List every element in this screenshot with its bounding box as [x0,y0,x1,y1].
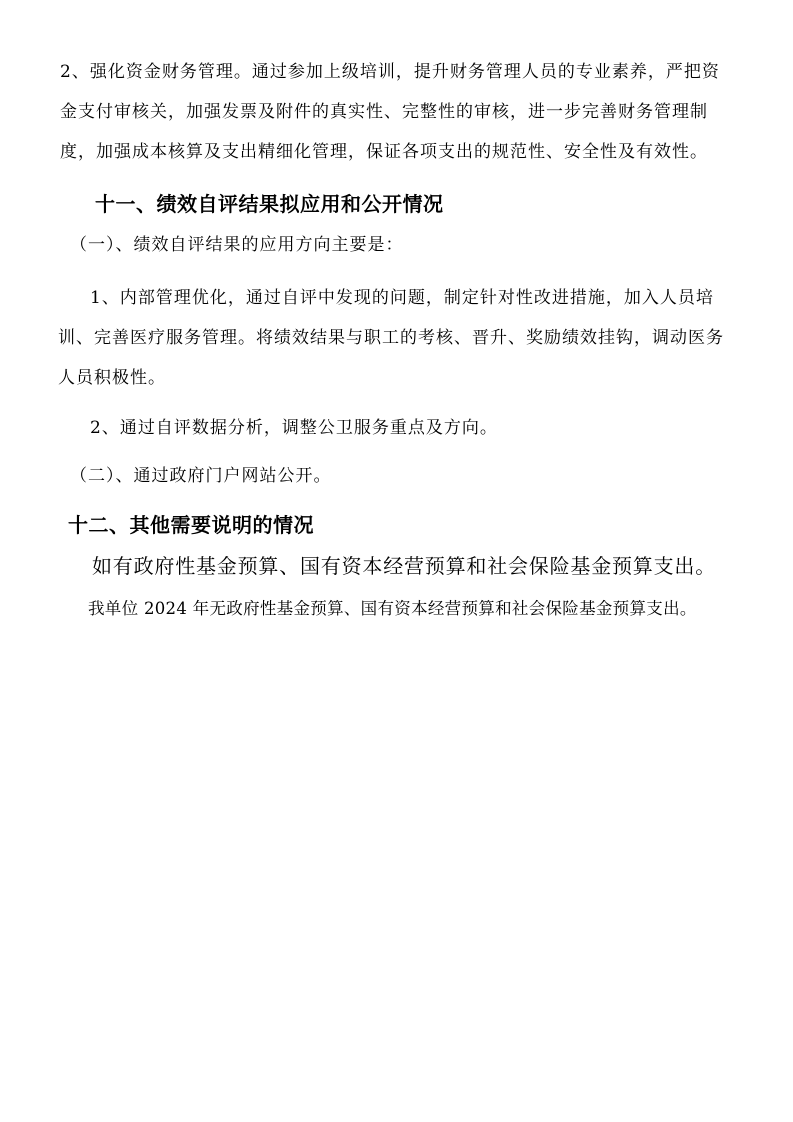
section-12-heading: 十二、其他需要说明的情况 [68,513,314,537]
paragraph-finance-line-3: 度，加强成本核算及支出精细化管理，保证各项支出的规范性、安全性及有效性。 [60,142,708,162]
paragraph-finance-line-2: 金支付审核关，加强发票及附件的真实性、完整性的审核，进一步完善财务管理制 [60,102,708,122]
item-1-line-2: 训、完善医疗服务管理。将绩效结果与职工的考核、晋升、奖励绩效挂钩，调动医务 [58,328,724,348]
subsection-2-heading: （二）、通过政府门户网站公开。 [70,466,332,486]
subsection-1-heading: （一）、绩效自评结果的应用方向主要是： [70,235,404,255]
item-1-line-3: 人员积极性。 [58,368,166,388]
item-1-line-1: 1、内部管理优化，通过自评中发现的问题，制定针对性改进措施，加入人员培 [90,288,714,308]
paragraph-finance-line-1: 2、强化资金财务管理。通过参加上级培训，提升财务管理人员的专业素养，严把资 [60,62,720,82]
section-11-heading: 十一、绩效自评结果拟应用和公开情况 [95,192,444,216]
paragraph-fund-budgets: 如有政府性基金预算、国有资本经营预算和社会保险基金预算支出。 [92,554,716,578]
item-2: 2、通过自评数据分析，调整公卫服务重点及方向。 [90,418,498,438]
paragraph-unit-statement: 我单位 2024 年无政府性基金预算、国有资本经营预算和社会保险基金预算支出。 [88,599,697,618]
